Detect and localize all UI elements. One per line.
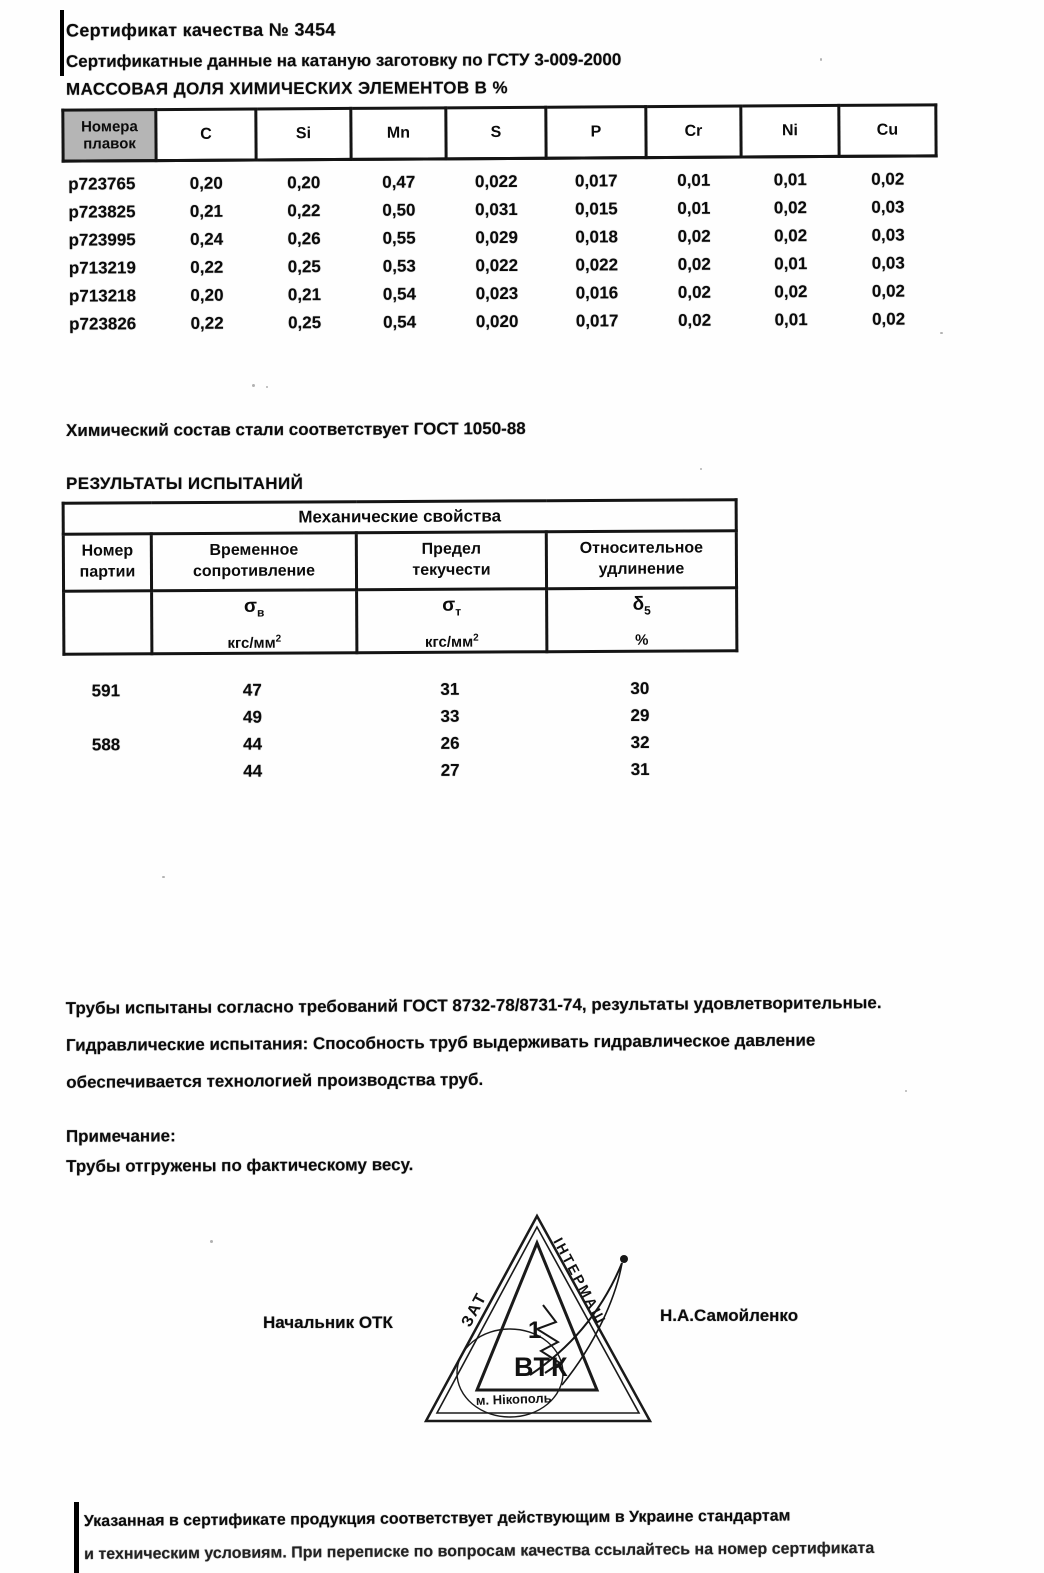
tensile-units: кгс/$мм^2$ bbox=[227, 633, 282, 652]
delta-symbol: $\delta_5$ bbox=[632, 593, 651, 618]
table-cell: 0,55 bbox=[382, 228, 416, 248]
table-cell: 0,018 bbox=[575, 227, 618, 247]
table-cell: 31 bbox=[440, 679, 460, 699]
table-cell: 0,029 bbox=[475, 227, 518, 248]
col-header-yield-strength bbox=[356, 532, 546, 590]
table-cell bbox=[62, 758, 150, 785]
table-cell: 591 bbox=[91, 680, 121, 700]
chem-composition-table bbox=[61, 103, 938, 338]
col-header-si: Si bbox=[256, 108, 351, 160]
table-cell: 0,02 bbox=[774, 282, 808, 302]
table-cell bbox=[62, 704, 150, 731]
col-header-line: Предел bbox=[421, 540, 482, 559]
table-cell: 0,20 bbox=[190, 285, 224, 305]
table-row bbox=[62, 702, 735, 732]
note-block bbox=[66, 1125, 413, 1177]
table-cell: 588 bbox=[91, 734, 121, 754]
table-cell: 0,020 bbox=[475, 311, 519, 332]
chem-table-header bbox=[63, 105, 936, 161]
table-cell: р723765 bbox=[68, 174, 136, 194]
table-cell: 0,01 bbox=[774, 254, 808, 274]
table-row bbox=[62, 729, 735, 759]
table-cell: 0,015 bbox=[575, 199, 618, 219]
col-header-line: удлинение bbox=[598, 560, 685, 578]
table-cell: 0,03 bbox=[871, 253, 905, 273]
col-header-c: C bbox=[156, 109, 256, 161]
table-cell: 0,01 bbox=[677, 170, 711, 190]
col-header-line: партии bbox=[79, 563, 136, 581]
pipes-tested-line: Трубы испытаны согласно требований ГОСТ 8732-78/8731-74, результаты удовлетворительные. bbox=[65, 993, 882, 1018]
table-cell: 26 bbox=[440, 733, 460, 753]
footer-block bbox=[84, 1507, 874, 1564]
mech-properties-table bbox=[62, 498, 739, 655]
signer-name: Н.А.Самойленко bbox=[660, 1306, 799, 1325]
table-cell: р713218 bbox=[68, 286, 137, 306]
table-row bbox=[62, 756, 735, 786]
chem-table-body bbox=[63, 156, 937, 339]
tensile-symbol-cell bbox=[152, 590, 357, 654]
table-cell: 0,01 bbox=[774, 310, 808, 330]
col-header-tensile-strength bbox=[151, 533, 356, 591]
table-cell: 0,20 bbox=[189, 173, 223, 193]
table-cell: 29 bbox=[630, 705, 650, 725]
col-header-cu: Cu bbox=[839, 105, 936, 157]
table-cell: р713219 bbox=[68, 258, 136, 278]
col-header-elongation bbox=[546, 531, 736, 589]
table-cell: 0,53 bbox=[382, 256, 416, 276]
certificate-title: Сертификат качества № 3454 bbox=[65, 19, 336, 41]
table-cell: 0,26 bbox=[287, 229, 321, 249]
col-header-batch bbox=[63, 534, 151, 591]
col-header-line: Номер bbox=[81, 542, 134, 560]
chem-table-title: МАССОВАЯ ДОЛЯ ХИМИЧЕСКИХ ЭЛЕМЕНТОВ В % bbox=[65, 78, 508, 99]
signer-position-label: Начальник ОТК bbox=[263, 1313, 393, 1332]
table-cell: 0,02 bbox=[677, 226, 711, 246]
table-cell: 0,02 bbox=[677, 254, 711, 274]
table-row bbox=[64, 588, 737, 654]
col-header-s: S bbox=[446, 107, 546, 159]
table-cell: 49 bbox=[242, 707, 262, 727]
results-section-title: РЕЗУЛЬТАТЫ ИСПЫТАНИЙ bbox=[66, 474, 304, 493]
stamp-dept-label: ВТК bbox=[514, 1352, 569, 1382]
scan-noise bbox=[905, 1090, 907, 1092]
elongation-symbol-cell bbox=[547, 588, 737, 652]
table-cell: 0,02 bbox=[677, 282, 712, 302]
col-header-line: сопротивление bbox=[192, 562, 316, 581]
table-cell: 0,20 bbox=[287, 173, 321, 193]
table-cell: 0,01 bbox=[773, 170, 807, 190]
col-header-p: P bbox=[546, 107, 646, 159]
empty-cell bbox=[64, 591, 152, 654]
table-cell: 0,02 bbox=[678, 310, 712, 330]
table-cell: 0,02 bbox=[773, 198, 808, 218]
scan-edge-mark bbox=[60, 10, 64, 76]
table-cell: 0,022 bbox=[474, 171, 518, 192]
table-cell: 0,21 bbox=[189, 201, 224, 221]
footer-edge-bar bbox=[74, 1502, 79, 1573]
table-row bbox=[63, 531, 736, 592]
table-cell: 0,023 bbox=[475, 283, 519, 304]
table-cell: 0,01 bbox=[677, 198, 711, 218]
scan-noise bbox=[700, 468, 702, 470]
scan-noise bbox=[940, 332, 943, 334]
scan-noise bbox=[266, 386, 268, 388]
table-cell: 0,22 bbox=[190, 313, 224, 333]
table-cell: 0,017 bbox=[575, 311, 619, 331]
mech-values-body bbox=[62, 675, 735, 786]
table-row bbox=[63, 500, 736, 535]
note-body: Трубы отгружены по фактическому весу. bbox=[66, 1155, 414, 1176]
table-cell: 0,02 bbox=[871, 169, 905, 189]
table-cell: 30 bbox=[630, 678, 650, 698]
chem-conformity-note: Химический состав стали соответствует ГОСТ 1050-88 bbox=[65, 418, 526, 441]
table-cell: 27 bbox=[440, 760, 460, 780]
table-cell: 33 bbox=[440, 706, 460, 726]
table-cell: 0,022 bbox=[475, 255, 519, 276]
table-cell: 44 bbox=[243, 761, 263, 781]
table-cell: 0,016 bbox=[575, 283, 619, 303]
table-row bbox=[62, 675, 735, 705]
col-header-line: Временное bbox=[209, 541, 299, 560]
col-header-mn: Mn bbox=[351, 108, 446, 160]
test-statement-block bbox=[66, 993, 882, 1093]
sigma-b-symbol: $\sigma_в$ bbox=[243, 595, 265, 620]
vtk-triangle-stamp bbox=[410, 1193, 672, 1433]
table-row bbox=[63, 105, 936, 161]
note-title: Примечание: bbox=[65, 1126, 176, 1146]
table-cell: 0,25 bbox=[288, 313, 322, 333]
col-header-heat-number: Номера плавок bbox=[63, 110, 156, 162]
certificate-subtitle: Сертификатные данные на катаную заготовку по ГСТУ 3-009-2000 bbox=[65, 50, 622, 71]
mech-results-values bbox=[62, 675, 735, 786]
stamp-city-label: м. Нікополь bbox=[475, 1390, 552, 1408]
table-row bbox=[64, 305, 937, 338]
hydro-test-line1: Гидравлические испытания: Способность труб выдерживать гидравлическое давление bbox=[65, 1030, 816, 1055]
table-cell: р723825 bbox=[68, 202, 136, 222]
elongation-units: % bbox=[635, 631, 649, 649]
scan-noise bbox=[162, 876, 165, 878]
table-cell: 0,02 bbox=[871, 281, 906, 301]
table-row bbox=[63, 156, 936, 199]
table-cell: 31 bbox=[630, 759, 650, 779]
table-cell: 0,54 bbox=[382, 284, 417, 304]
col-header-line: текучести bbox=[412, 561, 491, 579]
table-cell: 0,03 bbox=[871, 197, 905, 217]
table-cell: 0,22 bbox=[287, 201, 321, 221]
hydro-test-line2: обеспечивается технологией производства труб. bbox=[66, 1069, 484, 1092]
table-cell: 0,022 bbox=[575, 255, 619, 275]
yield-symbol-cell bbox=[357, 589, 547, 653]
table-cell: 0,22 bbox=[190, 257, 224, 277]
scan-noise bbox=[210, 1240, 213, 1243]
table-cell: 32 bbox=[630, 732, 650, 752]
table-cell: 0,47 bbox=[382, 172, 416, 192]
mech-group-header: Механические свойства bbox=[63, 500, 736, 535]
table-cell: 0,50 bbox=[382, 200, 416, 220]
footer-line-2: и техническим условиям. При переписке по вопросам качества ссылайтесь на номер сертификата bbox=[84, 1539, 875, 1564]
footer-line-1: Указанная в сертификате продукция соответствует действующим в Украине стандартам bbox=[83, 1507, 791, 1531]
table-cell: р723995 bbox=[68, 230, 136, 250]
sigma-t-symbol: $\sigma_т$ bbox=[442, 594, 462, 619]
table-cell: р723826 bbox=[69, 314, 137, 334]
table-cell: 0,21 bbox=[287, 285, 322, 305]
stamp-diagonal-text: ІНТЕРМАШ bbox=[550, 1234, 610, 1328]
table-cell: 0,03 bbox=[871, 225, 905, 245]
table-cell: 0,02 bbox=[872, 309, 906, 329]
yield-units: кгс/$мм^2$ bbox=[424, 632, 479, 651]
stamp-number: 1 bbox=[528, 1317, 542, 1344]
col-header-line: Относительное bbox=[579, 539, 704, 558]
table-cell: 0,02 bbox=[773, 226, 808, 246]
signature-end-blob bbox=[620, 1255, 628, 1263]
table-cell: 44 bbox=[243, 734, 263, 754]
table-cell: 0,54 bbox=[383, 312, 417, 332]
table-cell: 0,017 bbox=[574, 171, 618, 191]
table-cell: 0,031 bbox=[475, 199, 518, 220]
table-cell: 0,24 bbox=[190, 229, 224, 249]
stamp-org-abbr: ЗАТ bbox=[458, 1289, 491, 1330]
scan-noise bbox=[252, 384, 255, 387]
table-cell: 47 bbox=[242, 680, 262, 700]
col-header-cr: Cr bbox=[646, 106, 741, 158]
table-cell: 0,25 bbox=[287, 257, 321, 277]
col-header-ni: Ni bbox=[741, 105, 839, 157]
scan-noise bbox=[820, 58, 822, 61]
